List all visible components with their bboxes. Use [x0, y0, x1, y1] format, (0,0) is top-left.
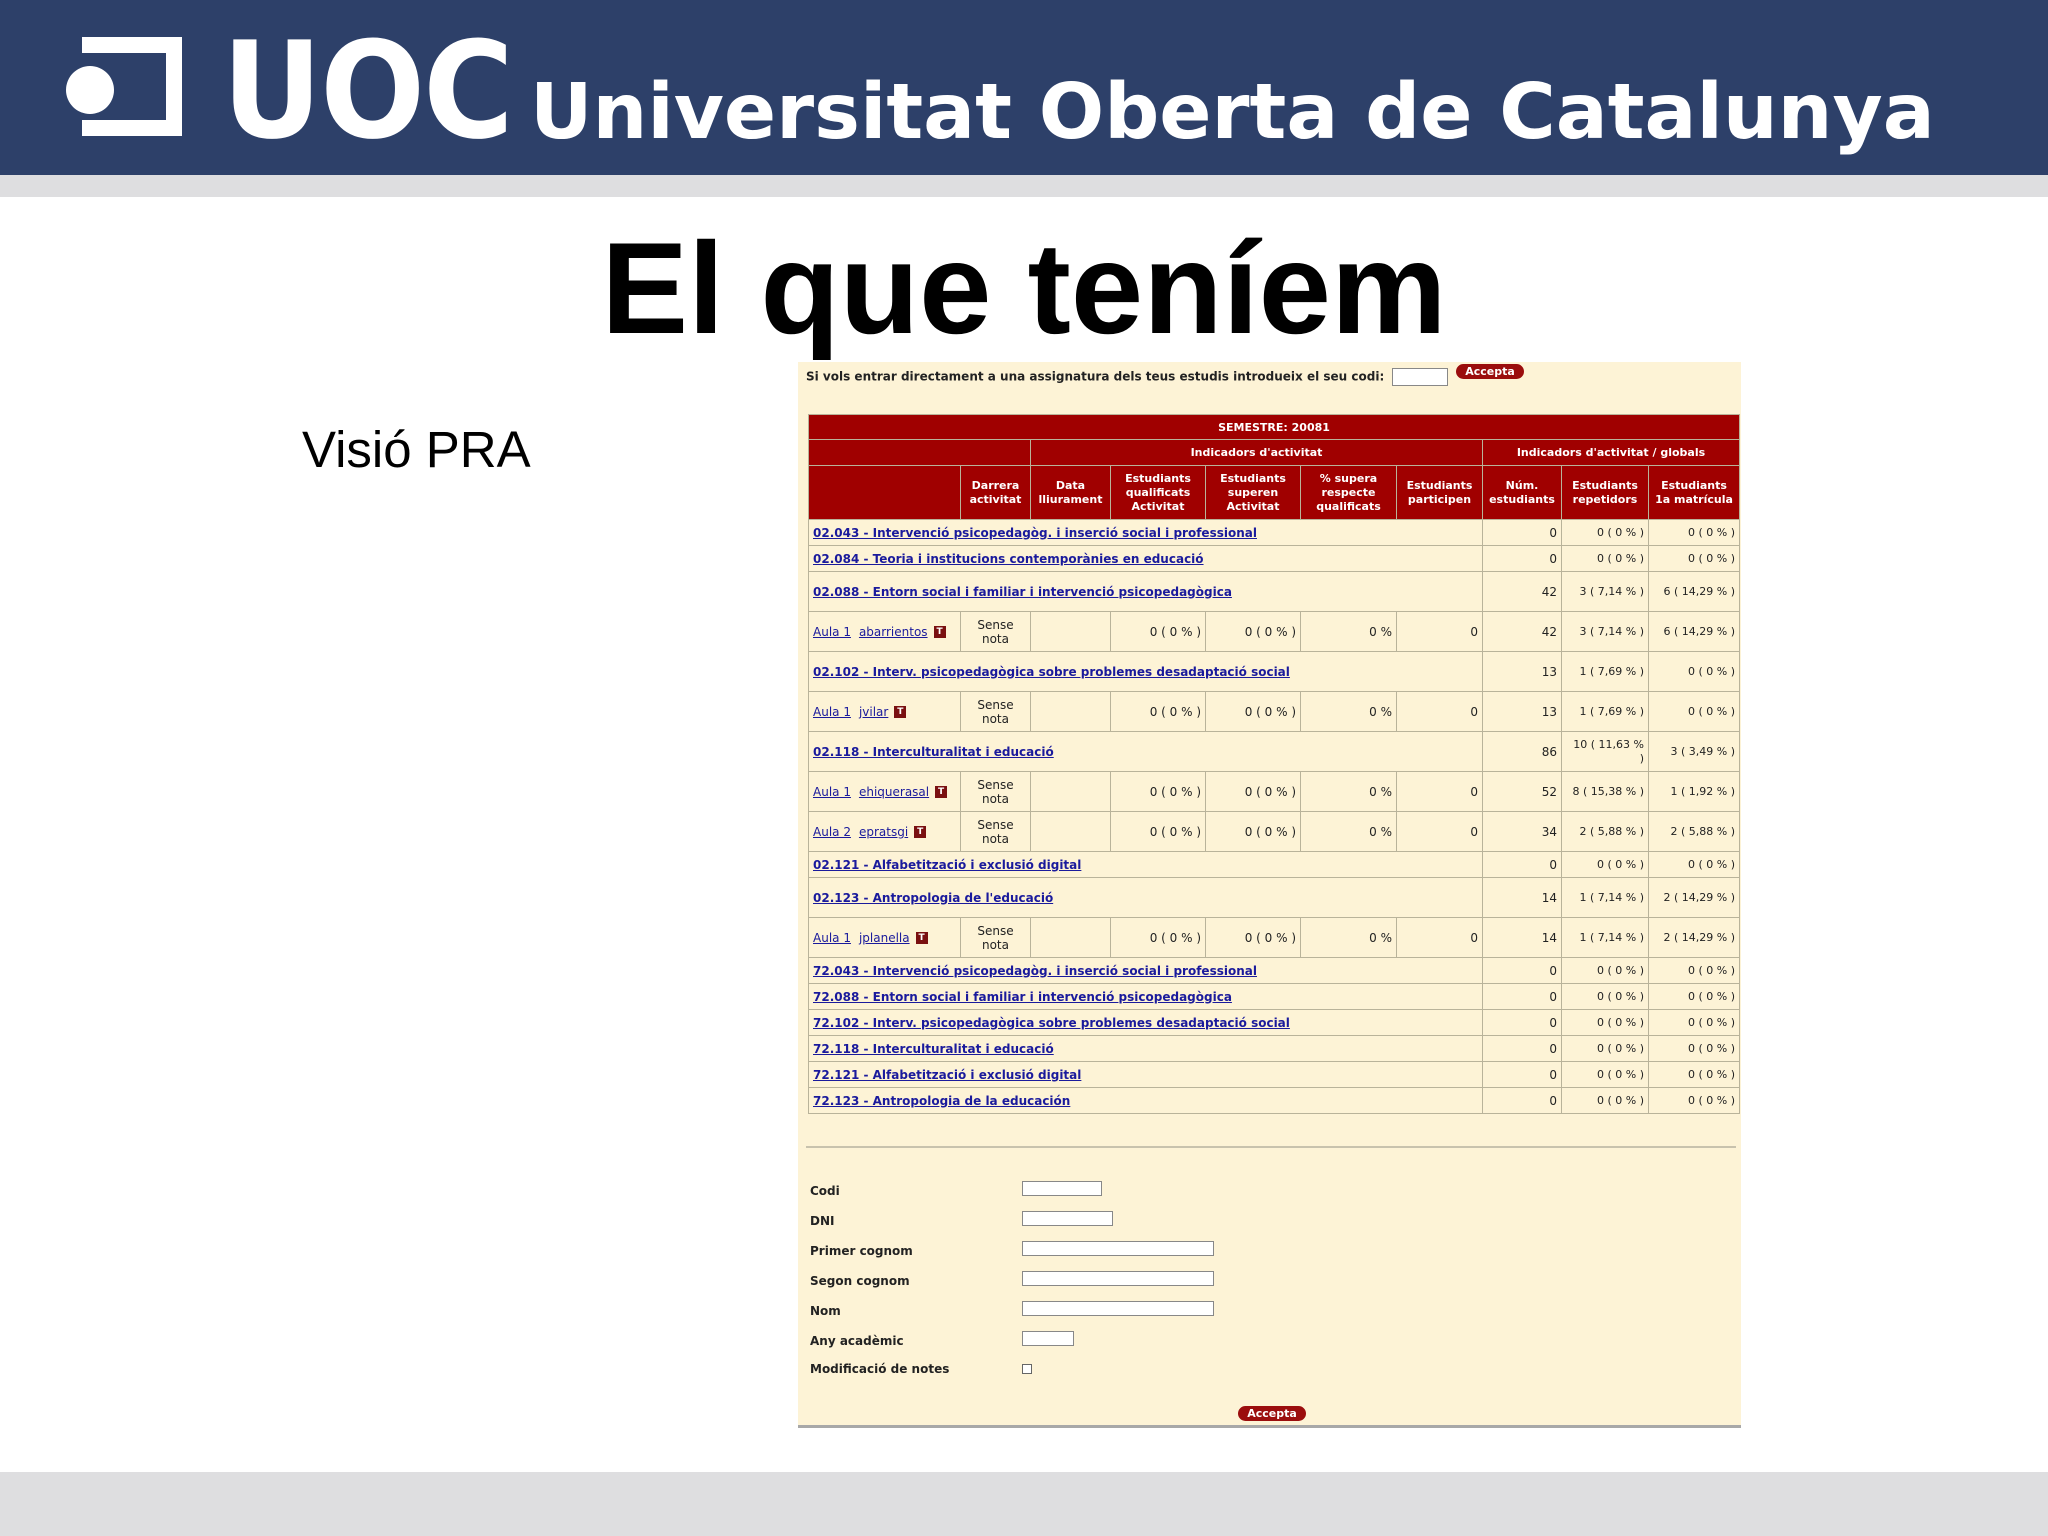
course-link[interactable]: 02.088 - Entorn social i familiar i intervenció psicopedagògica: [813, 584, 1232, 599]
repeaters-cell: 0 ( 0 % ): [1562, 1088, 1649, 1114]
global-indicators-header: Indicadors d'activitat / globals: [1483, 440, 1740, 466]
column-header: Estudiants superen Activitat: [1206, 466, 1301, 520]
primer-cognom-input[interactable]: [1022, 1241, 1214, 1256]
header-empty-cell: [809, 466, 961, 520]
first-enrolment-cell: 3 ( 3,49 % ): [1649, 732, 1740, 772]
num-students-cell: 0: [1483, 520, 1562, 546]
semester-header: SEMESTRE: 20081: [809, 415, 1740, 440]
aula-cell: [809, 612, 961, 652]
num-students-cell: 13: [1483, 692, 1562, 732]
num-students-cell: 0: [1483, 984, 1562, 1010]
footer-band: [0, 1472, 2048, 1536]
course-link[interactable]: 72.088 - Entorn social i familiar i intervenció psicopedagògica: [813, 989, 1232, 1004]
header-divider-band: [0, 175, 2048, 197]
repeaters-cell: 0 ( 0 % ): [1562, 958, 1649, 984]
repeaters-cell: 10 ( 11,63 % ): [1562, 732, 1649, 772]
repeaters-cell: 0 ( 0 % ): [1562, 852, 1649, 878]
aula-cell: [809, 772, 961, 812]
num-students-cell: 86: [1483, 732, 1562, 772]
form-label-any-academic: Any acadèmic: [810, 1334, 904, 1348]
uoc-logo-dot-icon: [66, 66, 114, 114]
form-label-nom: Nom: [810, 1304, 841, 1318]
pass-percent-cell: 0 %: [1301, 692, 1397, 732]
direct-entry-bar: [806, 368, 1448, 386]
repeaters-cell: 1 ( 7,14 % ): [1562, 878, 1649, 918]
pass-percent-cell: 0 %: [1301, 812, 1397, 852]
teacher-link[interactable]: jvilar: [858, 704, 889, 719]
course-row: [809, 1036, 1740, 1062]
first-enrolment-cell: 2 ( 14,29 % ): [1649, 878, 1740, 918]
participating-students-cell: 0: [1397, 612, 1483, 652]
participating-students-cell: 0: [1397, 918, 1483, 958]
nom-input[interactable]: [1022, 1301, 1214, 1316]
first-enrolment-cell: 0 ( 0 % ): [1649, 1036, 1740, 1062]
aula-link[interactable]: Aula 1: [813, 704, 851, 719]
teacher-link[interactable]: ehiquerasal: [858, 784, 930, 799]
repeaters-cell: 3 ( 7,14 % ): [1562, 612, 1649, 652]
course-name-cell: [809, 878, 1483, 918]
num-students-cell: 42: [1483, 572, 1562, 612]
delivery-date-cell: [1031, 918, 1111, 958]
first-enrolment-cell: 0 ( 0 % ): [1649, 984, 1740, 1010]
column-header: Estudiants repetidors: [1562, 466, 1649, 520]
aula-link[interactable]: Aula 1: [813, 930, 851, 945]
course-link[interactable]: 72.118 - Interculturalitat i educació: [813, 1041, 1054, 1056]
first-enrolment-cell: 6 ( 14,29 % ): [1649, 572, 1740, 612]
course-name-cell: [809, 546, 1483, 572]
pass-percent-cell: 0 %: [1301, 612, 1397, 652]
passing-students-cell: 0 ( 0 % ): [1206, 772, 1301, 812]
aula-row: [809, 918, 1740, 958]
qualified-students-cell: 0 ( 0 % ): [1111, 918, 1206, 958]
passing-students-cell: 0 ( 0 % ): [1206, 692, 1301, 732]
column-header: Estudiants 1a matrícula: [1649, 466, 1740, 520]
dni-input[interactable]: [1022, 1211, 1113, 1226]
num-students-cell: 0: [1483, 546, 1562, 572]
column-header: Darrera activitat: [961, 466, 1031, 520]
uoc-logo-text: UOC: [222, 13, 512, 169]
first-enrolment-cell: 0 ( 0 % ): [1649, 652, 1740, 692]
repeaters-cell: 0 ( 0 % ): [1562, 984, 1649, 1010]
course-link[interactable]: 02.043 - Intervenció psicopedagòg. i inserció social i professional: [813, 525, 1257, 540]
tutor-icon[interactable]: T: [914, 826, 926, 838]
course-name-cell: [809, 520, 1483, 546]
teacher-link[interactable]: epratsgi: [858, 824, 909, 839]
course-link[interactable]: 02.123 - Antropologia de l'educació: [813, 890, 1054, 905]
course-link[interactable]: 72.121 - Alfabetització i exclusió digital: [813, 1067, 1082, 1082]
repeaters-cell: 8 ( 15,38 % ): [1562, 772, 1649, 812]
first-enrolment-cell: 0 ( 0 % ): [1649, 692, 1740, 732]
pass-percent-cell: 0 %: [1301, 772, 1397, 812]
tutor-icon[interactable]: T: [934, 626, 946, 638]
qualified-students-cell: 0 ( 0 % ): [1111, 612, 1206, 652]
uoc-header-band: [0, 0, 2048, 175]
tutor-icon[interactable]: T: [935, 786, 947, 798]
repeaters-cell: 3 ( 7,14 % ): [1562, 572, 1649, 612]
slide-title: El que teníem: [601, 215, 1447, 361]
qualified-students-cell: 0 ( 0 % ): [1111, 692, 1206, 732]
course-row: [809, 546, 1740, 572]
form-label-modificacio-notes: Modificació de notes: [810, 1362, 950, 1376]
header-empty-cell: [809, 440, 1031, 466]
any-academic-input[interactable]: [1022, 1331, 1074, 1346]
participating-students-cell: 0: [1397, 692, 1483, 732]
pra-screenshot-panel: [798, 362, 1741, 1428]
form-label-primer-cognom: Primer cognom: [810, 1244, 913, 1258]
course-name-cell: [809, 572, 1483, 612]
first-enrolment-cell: 1 ( 1,92 % ): [1649, 772, 1740, 812]
direct-entry-accept-button[interactable]: Accepta: [1456, 364, 1524, 379]
course-row: [809, 572, 1740, 612]
column-header: Estudiants participen: [1397, 466, 1483, 520]
last-activity-cell: Sense nota: [961, 918, 1031, 958]
passing-students-cell: 0 ( 0 % ): [1206, 812, 1301, 852]
modificacio-notes-checkbox[interactable]: [1022, 1364, 1032, 1374]
last-activity-cell: Sense nota: [961, 812, 1031, 852]
course-link[interactable]: 72.123 - Antropologia de la educación: [813, 1093, 1071, 1108]
aula-link[interactable]: Aula 1: [813, 784, 851, 799]
column-header: Núm. estudiants: [1483, 466, 1562, 520]
teacher-link[interactable]: abarrientos: [858, 624, 928, 639]
delivery-date-cell: [1031, 692, 1111, 732]
codi-input[interactable]: [1022, 1181, 1102, 1196]
last-activity-cell: Sense nota: [961, 692, 1031, 732]
first-enrolment-cell: 0 ( 0 % ): [1649, 1062, 1740, 1088]
first-enrolment-cell: 0 ( 0 % ): [1649, 1010, 1740, 1036]
activity-table: [808, 414, 1740, 1114]
course-name-cell: [809, 1062, 1483, 1088]
qualified-students-cell: 0 ( 0 % ): [1111, 812, 1206, 852]
repeaters-cell: 0 ( 0 % ): [1562, 1062, 1649, 1088]
num-students-cell: 0: [1483, 852, 1562, 878]
course-link[interactable]: 02.118 - Interculturalitat i educació: [813, 744, 1054, 759]
course-row: [809, 520, 1740, 546]
first-enrolment-cell: 2 ( 14,29 % ): [1649, 918, 1740, 958]
pass-percent-cell: 0 %: [1301, 918, 1397, 958]
repeaters-cell: 0 ( 0 % ): [1562, 520, 1649, 546]
aula-link[interactable]: Aula 2: [813, 824, 851, 839]
first-enrolment-cell: 6 ( 14,29 % ): [1649, 612, 1740, 652]
column-header: Data lliurament: [1031, 466, 1111, 520]
course-link[interactable]: 72.043 - Intervenció psicopedagòg. i inserció social i professional: [813, 963, 1257, 978]
num-students-cell: 0: [1483, 1088, 1562, 1114]
form-label-segon-cognom: Segon cognom: [810, 1274, 910, 1288]
aula-row: [809, 692, 1740, 732]
first-enrolment-cell: 0 ( 0 % ): [1649, 958, 1740, 984]
passing-students-cell: 0 ( 0 % ): [1206, 918, 1301, 958]
qualified-students-cell: 0 ( 0 % ): [1111, 772, 1206, 812]
first-enrolment-cell: 0 ( 0 % ): [1649, 546, 1740, 572]
num-students-cell: 0: [1483, 958, 1562, 984]
delivery-date-cell: [1031, 772, 1111, 812]
passing-students-cell: 0 ( 0 % ): [1206, 612, 1301, 652]
tutor-icon[interactable]: T: [894, 706, 906, 718]
num-students-cell: 14: [1483, 878, 1562, 918]
aula-cell: [809, 692, 961, 732]
course-row: [809, 958, 1740, 984]
course-name-cell: [809, 1036, 1483, 1062]
num-students-cell: 13: [1483, 652, 1562, 692]
column-header: Estudiants qualificats Activitat: [1111, 466, 1206, 520]
participating-students-cell: 0: [1397, 812, 1483, 852]
course-name-cell: [809, 852, 1483, 878]
last-activity-cell: Sense nota: [961, 612, 1031, 652]
participating-students-cell: 0: [1397, 772, 1483, 812]
first-enrolment-cell: 2 ( 5,88 % ): [1649, 812, 1740, 852]
course-name-cell: [809, 984, 1483, 1010]
activity-indicators-header: Indicadors d'activitat: [1031, 440, 1483, 466]
num-students-cell: 0: [1483, 1036, 1562, 1062]
course-link[interactable]: 72.102 - Interv. psicopedagògica sobre problemes desadaptació social: [813, 1015, 1290, 1030]
form-label-dni: DNI: [810, 1214, 835, 1228]
delivery-date-cell: [1031, 612, 1111, 652]
course-row: [809, 984, 1740, 1010]
university-name: Universitat Oberta de Catalunya: [530, 68, 1935, 157]
course-name-cell: [809, 652, 1483, 692]
num-students-cell: 0: [1483, 1062, 1562, 1088]
course-row: [809, 732, 1740, 772]
course-row: [809, 1062, 1740, 1088]
course-link[interactable]: 02.121 - Alfabetització i exclusió digital: [813, 857, 1082, 872]
num-students-cell: 0: [1483, 1010, 1562, 1036]
subject-code-input[interactable]: [1392, 368, 1448, 386]
num-students-cell: 14: [1483, 918, 1562, 958]
course-row: [809, 1010, 1740, 1036]
course-link[interactable]: 02.084 - Teoria i institucions contemporànies en educació: [813, 551, 1204, 566]
course-row: [809, 878, 1740, 918]
activity-table-body: [809, 520, 1740, 1114]
form-accept-button[interactable]: Accepta: [1238, 1406, 1306, 1421]
aula-row: [809, 772, 1740, 812]
repeaters-cell: 1 ( 7,69 % ): [1562, 652, 1649, 692]
teacher-link[interactable]: jplanella: [858, 930, 910, 945]
course-row: [809, 652, 1740, 692]
course-name-cell: [809, 1010, 1483, 1036]
aula-row: [809, 612, 1740, 652]
repeaters-cell: 1 ( 7,14 % ): [1562, 918, 1649, 958]
direct-entry-label: Si vols entrar directament a una assignatura dels teus estudis introdueix el seu codi:: [806, 369, 1385, 384]
course-row: [809, 1088, 1740, 1114]
delivery-date-cell: [1031, 812, 1111, 852]
repeaters-cell: 0 ( 0 % ): [1562, 546, 1649, 572]
aula-cell: [809, 918, 961, 958]
column-header: % supera respecte qualificats: [1301, 466, 1397, 520]
num-students-cell: 52: [1483, 772, 1562, 812]
form-divider: [806, 1146, 1736, 1148]
tutor-icon[interactable]: T: [916, 932, 928, 944]
first-enrolment-cell: 0 ( 0 % ): [1649, 1088, 1740, 1114]
first-enrolment-cell: 0 ( 0 % ): [1649, 520, 1740, 546]
aula-link[interactable]: Aula 1: [813, 624, 851, 639]
repeaters-cell: 0 ( 0 % ): [1562, 1010, 1649, 1036]
num-students-cell: 34: [1483, 812, 1562, 852]
aula-cell: [809, 812, 961, 852]
first-enrolment-cell: 0 ( 0 % ): [1649, 852, 1740, 878]
slide-subtitle: Visió PRA: [302, 421, 531, 478]
repeaters-cell: 2 ( 5,88 % ): [1562, 812, 1649, 852]
aula-row: [809, 812, 1740, 852]
course-row: [809, 852, 1740, 878]
segon-cognom-input[interactable]: [1022, 1271, 1214, 1286]
last-activity-cell: Sense nota: [961, 772, 1031, 812]
course-name-cell: [809, 958, 1483, 984]
course-name-cell: [809, 732, 1483, 772]
repeaters-cell: 1 ( 7,69 % ): [1562, 692, 1649, 732]
repeaters-cell: 0 ( 0 % ): [1562, 1036, 1649, 1062]
course-name-cell: [809, 1088, 1483, 1114]
course-link[interactable]: 02.102 - Interv. psicopedagògica sobre problemes desadaptació social: [813, 664, 1290, 679]
form-label-codi: Codi: [810, 1184, 840, 1198]
num-students-cell: 42: [1483, 612, 1562, 652]
